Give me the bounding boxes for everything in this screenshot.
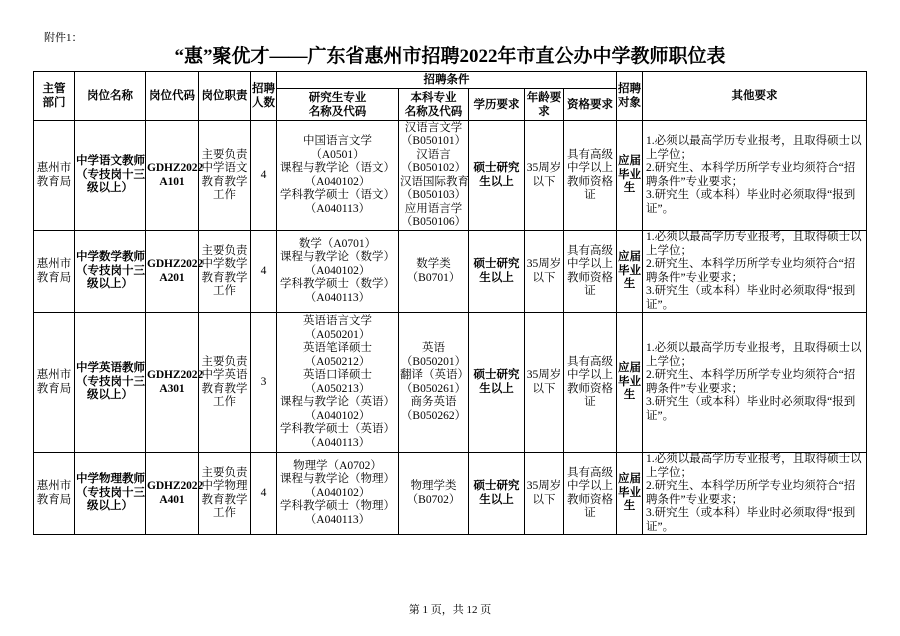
undergraduate-majors-line: （B050103） <box>400 189 467 201</box>
qualification-line: 中学以上 <box>567 480 613 492</box>
position-name-line: （专技岗十三 <box>76 486 145 499</box>
qualification-line: 具有高级 <box>567 148 613 161</box>
graduate-majors-line: 中国语言文学 <box>303 135 372 147</box>
header-line: 学历要求 <box>473 98 520 111</box>
graduate-majors-line: （A050213） <box>304 382 371 395</box>
age-cell <box>525 453 564 535</box>
duties-line: 主要负责 <box>201 466 248 479</box>
education-line: 生以上 <box>479 175 514 188</box>
undergraduate-majors-line: （B050262） <box>400 409 467 422</box>
other-requirements-line: 证”。 <box>646 298 675 311</box>
other-requirements-line: 2.研究生、本科学历所学专业均须符合“招 <box>646 369 856 381</box>
headcount-cell <box>251 231 277 313</box>
department-line: 惠州市 <box>36 480 72 492</box>
target-line: 应届 <box>618 251 642 264</box>
header-line: 岗位代码 <box>149 90 195 102</box>
headcount-line: 3 <box>260 375 267 388</box>
undergraduate-majors-line: 汉语言 <box>416 148 451 161</box>
undergraduate-majors-line: （B0701） <box>406 271 461 284</box>
qualification-cell <box>564 121 617 231</box>
qualification-line: 证 <box>584 507 596 519</box>
qualification-line: 教师资格 <box>567 271 613 284</box>
education-line: 生以上 <box>479 382 514 395</box>
qualification-line: 具有高级 <box>567 466 613 479</box>
header-graduate-major <box>277 89 399 121</box>
position-code-line: GDHZ2022 <box>147 258 204 270</box>
age-line: 以下 <box>532 382 556 395</box>
duties-line: 工作 <box>213 396 236 408</box>
target-line: 生 <box>623 278 636 291</box>
other-requirements-line: 聘条件”专业要求； <box>646 493 744 506</box>
undergraduate-majors-line: 翻译（英语） <box>400 369 469 381</box>
qualification-line: 证 <box>584 189 596 201</box>
header-line: 对象 <box>618 97 642 109</box>
headcount-cell <box>251 313 277 453</box>
position-code-line: GDHZ2022 <box>147 162 204 174</box>
duties-line: 中学英语 <box>201 369 248 381</box>
headcount-line: 4 <box>260 168 267 181</box>
other-requirements-line: 1.必须以最高学历专业报考，且取得硕士以 <box>646 453 862 465</box>
undergraduate-majors-line: （B050201） <box>400 355 467 368</box>
age-line: 35周岁 <box>526 369 562 381</box>
position-code-cell <box>146 231 204 313</box>
age-line: 以下 <box>532 175 556 188</box>
undergraduate-majors-cell <box>399 121 469 231</box>
graduate-majors-line: （A050201） <box>304 328 371 341</box>
position-name-line: 中学物理教师 <box>76 473 145 486</box>
undergraduate-majors-line: 汉语国际教育 <box>400 175 469 188</box>
other-requirements-line: 3.研究生（或本科）毕业时必须取得“报到 <box>646 285 856 297</box>
other-requirements-line: 上学位； <box>646 355 693 368</box>
position-name-line: 中学英语教师 <box>76 362 145 375</box>
graduate-majors-line: 英语语言文学 <box>303 315 372 327</box>
position-name-cell <box>75 313 146 453</box>
qualification-cell <box>564 231 617 313</box>
other-requirements-line: 上学位； <box>646 244 693 257</box>
duties-line: 中学数学 <box>201 258 248 270</box>
header-line: 本科专业 <box>410 91 457 104</box>
position-name-cell <box>75 121 146 231</box>
qualification-line: 证 <box>584 285 596 297</box>
target-line: 生 <box>623 500 636 513</box>
target-line: 毕业 <box>618 486 642 499</box>
undergraduate-majors-line: 英语 <box>422 342 445 354</box>
graduate-majors-line: （A0501） <box>310 148 365 161</box>
other-requirements-line: 上学位； <box>646 148 693 161</box>
header-position-code <box>146 72 199 121</box>
header-line: 研究生专业 <box>308 91 367 104</box>
header-line: 求 <box>538 105 550 118</box>
age-line: 以下 <box>532 271 556 284</box>
header-age <box>525 89 564 121</box>
undergraduate-majors-line: 数学类 <box>416 258 451 270</box>
department-cell <box>34 231 75 313</box>
header-target <box>617 72 643 121</box>
header-line: 招聘 <box>618 83 642 95</box>
department-line: 教育局 <box>36 382 72 395</box>
other-requirements-line: 3.研究生（或本科）毕业时必须取得“报到 <box>646 507 856 519</box>
header-line: 主管 <box>42 83 66 95</box>
duties-line: 工作 <box>213 507 236 519</box>
header-line: 其他要求 <box>731 90 778 102</box>
table-row <box>34 231 867 313</box>
duties-line: 教育教学 <box>201 493 248 506</box>
department-line: 教育局 <box>36 175 72 188</box>
graduate-majors-line: （A040102） <box>304 486 371 499</box>
undergraduate-majors-line: （B050102） <box>400 162 467 174</box>
target-line: 生 <box>623 182 636 195</box>
qualification-line: 具有高级 <box>567 244 613 257</box>
other-requirements-line: 证”。 <box>646 520 675 533</box>
other-requirements-cell <box>643 121 867 231</box>
department-line: 惠州市 <box>36 162 72 174</box>
table-header <box>34 72 867 121</box>
other-requirements-line: 1.必须以最高学历专业报考，且取得硕士以 <box>646 135 862 147</box>
position-code-line: GDHZ2022 <box>147 480 204 492</box>
other-requirements-line: 聘条件”专业要求； <box>646 175 744 188</box>
education-cell <box>469 231 525 313</box>
target-cell <box>617 121 643 231</box>
duties-line: 中学语文 <box>201 162 248 174</box>
target-line: 应届 <box>618 362 642 375</box>
qualification-cell <box>564 453 617 535</box>
table-row <box>34 313 867 453</box>
graduate-majors-line: 物理学（A0702） <box>293 459 382 472</box>
other-requirements-cell <box>643 453 867 535</box>
undergraduate-majors-cell <box>399 313 469 453</box>
department-cell <box>34 313 75 453</box>
other-requirements-line: 3.研究生（或本科）毕业时必须取得“报到 <box>646 396 856 408</box>
graduate-majors-line: 课程与教学论（物理） <box>280 473 395 486</box>
position-code-line: A101 <box>159 175 185 188</box>
header-duties <box>199 72 251 121</box>
position-name-line: 级以上） <box>87 278 133 291</box>
duties-line: 主要负责 <box>201 148 248 161</box>
header-other <box>643 72 867 121</box>
department-cell <box>34 453 75 535</box>
position-code-line: GDHZ2022 <box>147 369 204 381</box>
qualification-line: 中学以上 <box>567 258 613 270</box>
department-line: 教育局 <box>36 271 72 284</box>
duties-cell <box>199 231 251 313</box>
undergraduate-majors-line: 应用语言学 <box>404 202 463 215</box>
position-table <box>33 71 867 535</box>
duties-line: 工作 <box>213 189 236 201</box>
other-requirements-cell <box>643 313 867 453</box>
graduate-majors-cell <box>277 453 399 535</box>
position-code-line: A301 <box>159 382 185 395</box>
header-line: 岗位职责 <box>201 90 248 102</box>
age-line: 以下 <box>532 493 556 506</box>
other-requirements-line: 证”。 <box>646 409 675 422</box>
duties-cell <box>199 453 251 535</box>
position-name-line: 中学数学教师 <box>76 251 145 264</box>
age-line: 35周岁 <box>526 480 562 492</box>
header-line: 部门 <box>42 97 66 109</box>
graduate-majors-line: （A040113） <box>304 202 371 215</box>
graduate-majors-line: 英语笔译硕士 <box>303 342 372 354</box>
position-name-line: 级以上） <box>87 389 133 402</box>
position-name-line: （专技岗十三 <box>76 168 145 181</box>
undergraduate-majors-line: （B0702） <box>406 493 461 506</box>
undergraduate-majors-cell <box>399 231 469 313</box>
position-code-cell <box>146 313 204 453</box>
position-code-cell <box>146 121 204 231</box>
graduate-majors-cell <box>277 231 399 313</box>
graduate-majors-line: 学科教学硕士（英语） <box>280 423 395 435</box>
graduate-majors-line: （A040102） <box>304 409 371 422</box>
department-line: 教育局 <box>36 493 72 506</box>
other-requirements-line: 2.研究生、本科学历所学专业均须符合“招 <box>646 162 856 174</box>
header-education <box>469 89 525 121</box>
target-line: 毕业 <box>618 375 642 388</box>
header-position-name <box>75 72 146 121</box>
target-line: 毕业 <box>618 168 642 181</box>
undergraduate-majors-line: （B050261） <box>400 382 467 395</box>
duties-line: 教育教学 <box>201 382 248 395</box>
header-department <box>34 72 75 121</box>
qualification-line: 教师资格 <box>567 175 613 188</box>
qualification-cell <box>564 313 617 453</box>
header-line: 年龄要 <box>526 91 562 104</box>
table-row <box>34 453 867 535</box>
undergraduate-majors-line: 物理学类 <box>410 480 457 492</box>
other-requirements-cell <box>643 231 867 313</box>
qualification-line: 中学以上 <box>567 162 613 174</box>
duties-line: 教育教学 <box>201 175 248 188</box>
target-line: 毕业 <box>618 264 642 277</box>
graduate-majors-line: 课程与教学论（英语） <box>280 396 395 408</box>
other-requirements-line: 3.研究生（或本科）毕业时必须取得“报到 <box>646 189 856 201</box>
headcount-line: 4 <box>260 264 267 277</box>
header-line: 名称及代码 <box>404 105 463 118</box>
education-cell <box>469 313 525 453</box>
graduate-majors-line: 学科教学硕士（数学） <box>280 278 395 291</box>
duties-cell <box>199 121 251 231</box>
page-title: “惠”聚优才——广东省惠州市招聘2022年市直公办中学教师职位表 <box>174 46 726 67</box>
headcount-cell <box>251 121 277 231</box>
graduate-majors-line: （A040113） <box>304 291 371 304</box>
table-body <box>34 121 867 535</box>
duties-line: 工作 <box>213 285 236 297</box>
header-conditions <box>277 72 617 89</box>
header-line: 招聘条件 <box>423 74 470 86</box>
graduate-majors-line: （A040102） <box>304 175 371 188</box>
other-requirements-line: 2.研究生、本科学历所学专业均须符合“招 <box>646 258 856 270</box>
position-code-cell <box>146 453 204 535</box>
position-name-cell <box>75 231 146 313</box>
qualification-line: 教师资格 <box>567 382 613 395</box>
header-line: 资格要求 <box>567 98 613 111</box>
department-cell <box>34 121 75 231</box>
page-footer: 第 1 页，共 12 页 <box>408 604 492 616</box>
graduate-majors-line: 学科教学硕士（物理） <box>280 500 395 513</box>
graduate-majors-line: 学科教学硕士（语文） <box>280 189 395 201</box>
age-cell <box>525 121 564 231</box>
position-name-line: 级以上） <box>87 500 133 513</box>
position-name-line: （专技岗十三 <box>76 264 145 277</box>
attachment-label: 附件1： <box>44 32 83 44</box>
target-cell <box>617 313 643 453</box>
education-cell <box>469 453 525 535</box>
target-line: 生 <box>623 389 636 402</box>
table-row <box>34 121 867 231</box>
header-line: 名称及代码 <box>308 105 367 118</box>
other-requirements-line: 聘条件”专业要求； <box>646 271 744 284</box>
age-cell <box>525 313 564 453</box>
header-qualification <box>564 89 617 121</box>
qualification-line: 教师资格 <box>567 493 613 506</box>
department-line: 惠州市 <box>36 369 72 381</box>
header-row <box>34 72 867 89</box>
position-code-line: A201 <box>159 271 185 284</box>
education-cell <box>469 121 525 231</box>
education-line: 硕士研究 <box>473 480 520 492</box>
undergraduate-majors-line: （B050101） <box>400 135 467 147</box>
education-line: 硕士研究 <box>473 258 520 270</box>
education-line: 生以上 <box>479 271 514 284</box>
education-line: 生以上 <box>479 493 514 506</box>
headcount-line: 4 <box>260 486 267 499</box>
other-requirements-line: 证”。 <box>646 202 675 215</box>
duties-line: 中学物理 <box>201 480 248 492</box>
age-cell <box>525 231 564 313</box>
undergraduate-majors-line: （B050106） <box>400 216 467 228</box>
undergraduate-majors-line: 汉语言文学 <box>404 121 463 134</box>
duties-line: 主要负责 <box>201 355 248 368</box>
qualification-line: 证 <box>584 396 596 408</box>
graduate-majors-line: 数学（A0701） <box>298 237 377 250</box>
duties-line: 教育教学 <box>201 271 248 284</box>
graduate-majors-cell <box>277 121 399 231</box>
age-line: 35周岁 <box>526 258 562 270</box>
department-line: 惠州市 <box>36 258 72 270</box>
header-undergraduate-major <box>399 89 469 121</box>
graduate-majors-line: （A040113） <box>304 436 371 449</box>
duties-cell <box>199 313 251 453</box>
header-line: 招聘 <box>252 83 275 95</box>
duties-line: 主要负责 <box>201 244 248 257</box>
target-cell <box>617 231 643 313</box>
education-line: 硕士研究 <box>473 162 520 174</box>
other-requirements-line: 上学位； <box>646 466 693 479</box>
graduate-majors-line: （A040102） <box>304 264 371 277</box>
undergraduate-majors-line: 商务英语 <box>410 396 457 408</box>
header-line: 人数 <box>252 97 275 109</box>
target-cell <box>617 453 643 535</box>
header-line: 岗位名称 <box>87 90 133 102</box>
header-headcount <box>251 72 277 121</box>
position-name-line: 中学语文教师 <box>76 155 145 168</box>
graduate-majors-line: 课程与教学论（数学） <box>280 251 395 264</box>
position-name-line: 级以上） <box>87 182 133 195</box>
position-code-line: A401 <box>159 493 185 506</box>
headcount-cell <box>251 453 277 535</box>
graduate-majors-line: （A040113） <box>304 513 371 526</box>
undergraduate-majors-cell <box>399 453 469 535</box>
position-name-cell <box>75 453 146 535</box>
qualification-line: 中学以上 <box>567 369 613 381</box>
target-line: 应届 <box>618 473 642 486</box>
graduate-majors-cell <box>277 313 399 453</box>
position-name-line: （专技岗十三 <box>76 375 145 388</box>
education-line: 硕士研究 <box>473 369 520 381</box>
qualification-line: 具有高级 <box>567 355 613 368</box>
graduate-majors-line: 英语口译硕士 <box>303 369 372 381</box>
graduate-majors-line: （A050212） <box>304 355 371 368</box>
graduate-majors-line: 课程与教学论（语文） <box>280 162 395 174</box>
age-line: 35周岁 <box>526 162 562 174</box>
other-requirements-line: 1.必须以最高学历专业报考，且取得硕士以 <box>646 342 862 354</box>
other-requirements-line: 1.必须以最高学历专业报考，且取得硕士以 <box>646 231 862 243</box>
other-requirements-line: 聘条件”专业要求； <box>646 382 744 395</box>
target-line: 应届 <box>618 155 642 168</box>
other-requirements-line: 2.研究生、本科学历所学专业均须符合“招 <box>646 480 856 492</box>
